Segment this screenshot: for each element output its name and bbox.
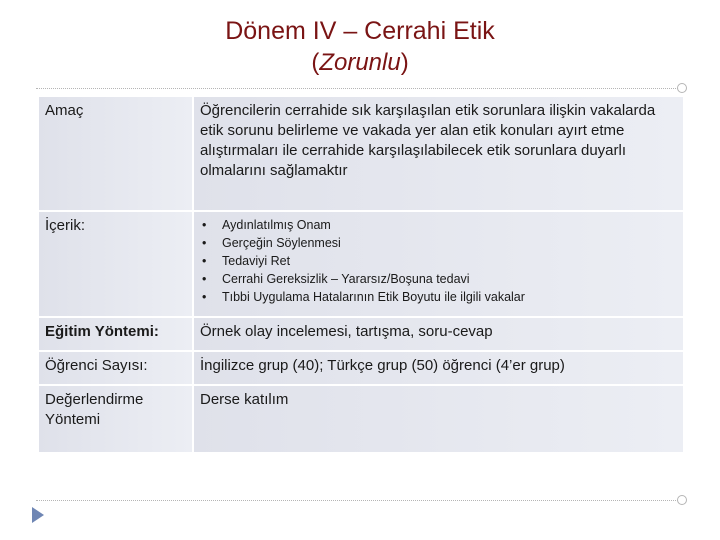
bottom-divider-end-circle [677,495,687,505]
table-row [39,352,683,384]
slide-header [0,14,720,78]
list-item: • Tıbbi Uygulama Hatalarının Etik Boyutu ile ilgili vakalar [200,288,677,306]
top-divider [36,88,686,89]
table-row [39,318,683,350]
row-value [194,212,683,316]
list-item: • Cerrahi Gereksizlik – Yararsız/Boşuna tedavi [200,270,677,288]
list-item: • Tedaviyi Ret [200,252,677,270]
row-value: Öğrencilerin cerrahide sık karşılaşılan etik sorunlara ilişkin vakalarda etik sorunu belirleme ve vakada yer alan etik konuları ayırt etme alıştırmaları ile cerrahide karşılaşılabilecek etik sorunlara duyarlı olmalarını sağlamaktır [194,97,683,210]
content-list [200,216,677,306]
top-divider-end-circle [677,83,687,93]
row-label: Öğrenci Sayısı: [39,352,192,384]
slide-subtitle [0,48,720,78]
subtitle-close-paren: ) [400,49,409,76]
row-value: İngilizce grup (40); Türkçe grup (50) öğrenci (4’er grup) [194,352,683,384]
bottom-divider [36,500,686,501]
subtitle-text: Zorunlu [319,49,401,76]
list-item: • Aydınlatılmış Onam [200,216,677,234]
slide-title: Dönem IV – Cerrahi Etik [225,17,495,45]
table-row [39,386,683,452]
list-item: • Gerçeğin Söylenmesi [200,234,677,252]
row-value: Örnek olay incelemesi, tartışma, soru-cevap [194,318,683,350]
course-info-table [37,95,685,454]
row-label: Değerlendirme Yöntemi [39,386,192,452]
table-row [39,212,683,316]
row-value: Derse katılım [194,386,683,452]
row-label: İçerik: [39,212,192,316]
subtitle-open-paren: ( [311,49,320,76]
row-label: Eğitim Yöntemi: [39,318,192,350]
next-slide-arrow-icon[interactable] [32,507,44,523]
row-label: Amaç [39,97,192,210]
table-row [39,97,683,210]
